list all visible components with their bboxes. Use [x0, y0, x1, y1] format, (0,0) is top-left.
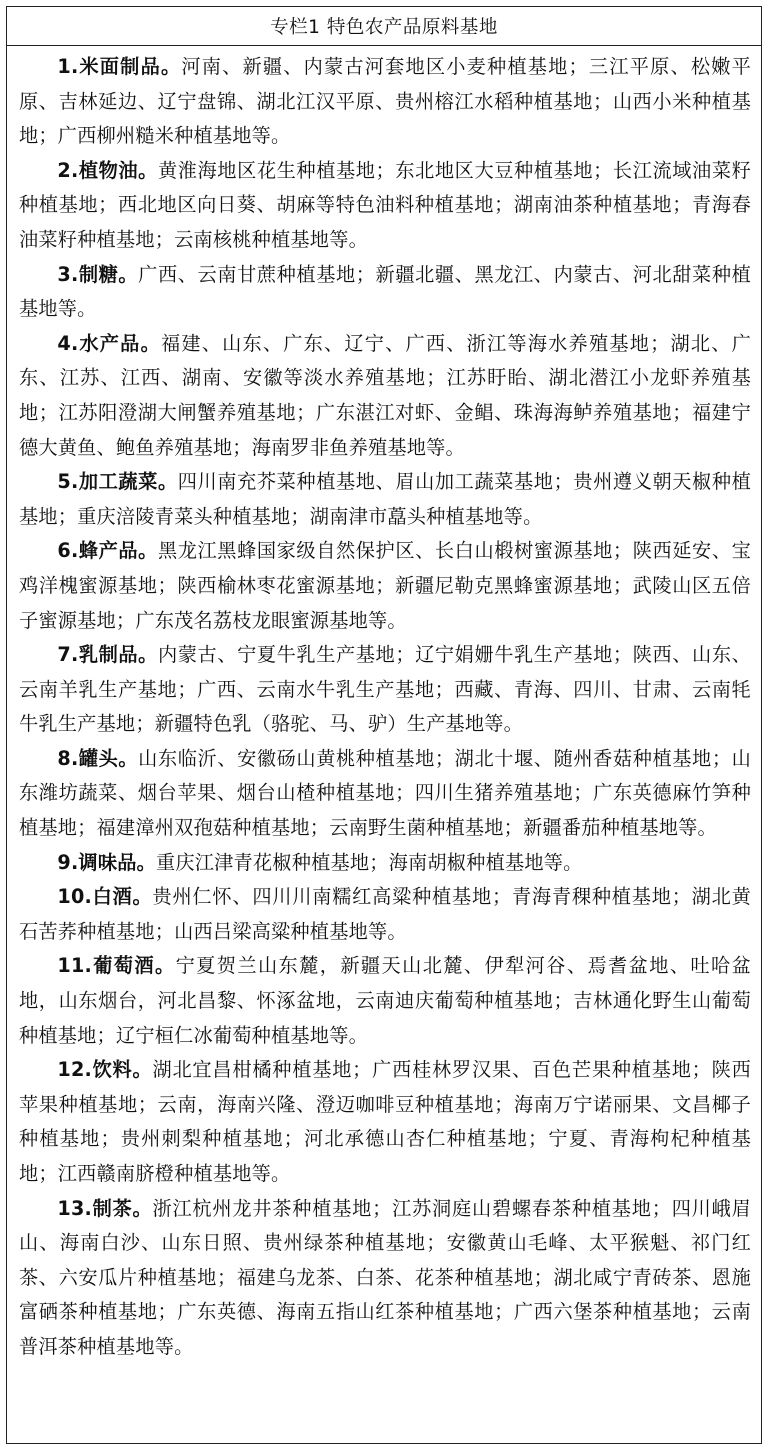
- item-text: 黑龙江黑蜂国家级自然保护区、长白山椴树蜜源基地；陕西延安、宝鸡洋槐蜜源基地；陕西榆林枣花蜜源基地；新疆尼勒克黑蜂蜜源基地；武陵山区五倍子蜜源基地；广东茂名荔枝龙眼蜜源基地等。: [19, 539, 751, 632]
- list-item: [19, 880, 751, 949]
- item-heading: 7.乳制品。: [57, 643, 158, 667]
- item-text: 山东临沂、安徽砀山黄桃种植基地；湖北十堰、随州香菇种植基地；山东潍坊蔬菜、烟台苹果、烟台山楂种植基地；四川生猪养殖基地；广东英德麻竹笋种植基地；福建漳州双孢菇种植基地；云南野生菌种植基地；新疆番茄种植基地等。: [19, 746, 751, 840]
- list-item: [19, 465, 751, 534]
- item-heading: 6.蜂产品。: [57, 539, 158, 563]
- table-body: [7, 46, 761, 1365]
- item-heading: 12.饮料。: [57, 1058, 153, 1082]
- item-text: 宁夏贺兰山东麓，新疆天山北麓、伊犁河谷、焉耆盆地、吐哈盆地，山东烟台，河北昌黎、怀涿盆地，云南迪庆葡萄种植基地；吉林通化野生山葡萄种植基地；辽宁桓仁冰葡萄种植基地等。: [19, 954, 752, 1047]
- item-text: 河南、新疆、内蒙古河套地区小麦种植基地；三江平原、松嫩平原、吉林延边、辽宁盘锦、湖北江汉平原、贵州榕江水稻种植基地；山西小米种植基地；广西柳州糙米种植基地等。: [19, 55, 751, 148]
- item-heading: 4.水产品。: [57, 331, 161, 355]
- table-title: 专栏1 特色农产品原料基地: [7, 7, 761, 46]
- list-item: [19, 534, 751, 638]
- item-text: 贵州仁怀、四川川南糯红高粱种植基地；青海青稞种植基地；湖北黄石苦荞种植基地；山西吕梁高粱种植基地等。: [19, 885, 751, 943]
- item-heading: 2.植物油。: [57, 158, 158, 182]
- list-item: [19, 154, 751, 258]
- item-text: 重庆江津青花椒种植基地；海南胡椒种植基地等。: [155, 850, 583, 874]
- list-item: [19, 638, 751, 742]
- item-text: 浙江杭州龙井茶种植基地；江苏洞庭山碧螺春茶种植基地；四川峨眉山、海南白沙、山东日照、贵州绿茶种植基地；安徽黄山毛峰、太平猴魁、祁门红茶、六安瓜片种植基地；福建乌龙茶、白茶、花茶种植基地；湖北咸宁青砖茶、恩施富硒茶种植基地；广东英德、海南五指山红茶种植基地；广西六堡茶种植基地；云南普洱茶种植基地等。: [19, 1196, 751, 1358]
- item-heading: 8.罐头。: [57, 746, 139, 770]
- list-item: [19, 50, 751, 154]
- list-item: [19, 258, 751, 327]
- item-heading: 11.葡萄酒。: [57, 954, 176, 978]
- list-item: [19, 846, 751, 881]
- item-heading: 9.调味品。: [57, 850, 156, 874]
- item-heading: 5.加工蔬菜。: [57, 470, 178, 494]
- item-text: 湖北宜昌柑橘种植基地；广西桂林罗汉果、百色芒果种植基地；陕西苹果种植基地；云南，海南兴隆、澄迈咖啡豆种植基地；海南万宁诺丽果、文昌椰子种植基地；贵州刺梨种植基地；河北承德山杏仁种植基地；宁夏、青海枸杞种植基地；江西赣南脐橙种植基地等。: [19, 1058, 751, 1185]
- item-heading: 3.制糖。: [57, 262, 139, 286]
- item-text: 福建、山东、广东、辽宁、广西、浙江等海水养殖基地；湖北、广东、江苏、江西、湖南、安徽等淡水养殖基地；江苏盱眙、湖北潜江小龙虾养殖基地；江苏阳澄湖大闸蟹养殖基地；广东湛江对虾、金鲳、珠海海鲈养殖基地；福建宁德大黄鱼、鲍鱼养殖基地；海南罗非鱼养殖基地等。: [19, 331, 751, 459]
- item-text: 广西、云南甘蔗种植基地；新疆北疆、黑龙江、内蒙古、河北甜菜种植基地等。: [19, 262, 751, 321]
- list-item: [19, 949, 751, 1053]
- item-text: 黄淮海地区花生种植基地；东北地区大豆种植基地；长江流域油菜籽种植基地；西北地区向日葵、胡麻等特色油料种植基地；湖南油茶种植基地；青海春油菜籽种植基地；云南核桃种植基地等。: [19, 158, 751, 251]
- table-box: [6, 6, 762, 1444]
- item-heading: 1.米面制品。: [57, 55, 182, 78]
- item-heading: 13.制茶。: [57, 1196, 153, 1220]
- list-item: [19, 742, 751, 846]
- item-heading: 10.白酒。: [57, 885, 153, 909]
- item-text: 内蒙古、宁夏牛乳生产基地；辽宁娟姗牛乳生产基地；陕西、山东、云南羊乳生产基地；广西、云南水牛乳生产基地；西藏、青海、四川、甘肃、云南牦牛乳生产基地；新疆特色乳（骆驼、马、驴）生产基地等。: [19, 643, 751, 736]
- list-item: [19, 1053, 751, 1191]
- list-item: [19, 1192, 751, 1365]
- list-item: [19, 327, 751, 465]
- item-text: 四川南充芥菜种植基地、眉山加工蔬菜基地；贵州遵义朝天椒种植基地；重庆涪陵青菜头种植基地；湖南津市藠头种植基地等。: [19, 470, 751, 528]
